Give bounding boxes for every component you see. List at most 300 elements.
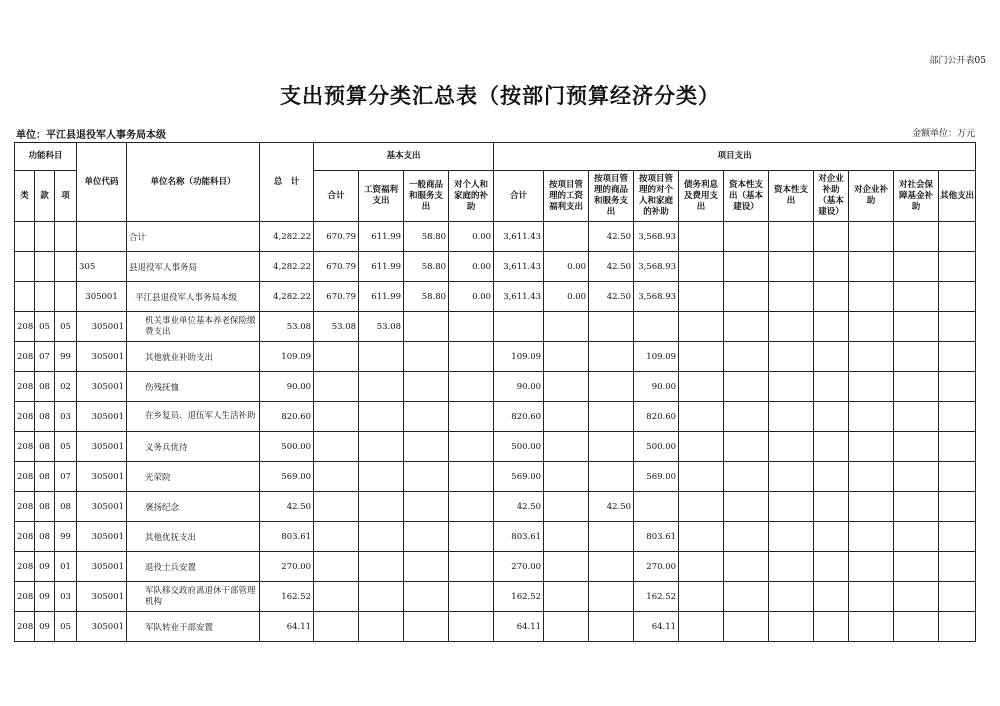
cell-empty — [679, 222, 724, 252]
cell-empty — [679, 612, 724, 642]
cell-kuan — [35, 222, 55, 252]
cell-xiang: 05 — [55, 612, 77, 642]
cell-kuan: 08 — [35, 402, 55, 432]
cell-empty — [894, 222, 939, 252]
cell-empty — [679, 342, 724, 372]
cell-empty — [724, 282, 769, 312]
cell-basic-wage — [359, 522, 404, 552]
table-row — [15, 402, 976, 432]
cell-basic-personal — [449, 522, 494, 552]
cell-empty — [769, 522, 814, 552]
cell-basic-goods — [404, 312, 449, 342]
cell-basic-total: 53.08 — [314, 312, 359, 342]
cell-project-total: 109.09 — [494, 342, 544, 372]
cell-basic-total — [314, 402, 359, 432]
cell-empty — [724, 342, 769, 372]
cell-empty — [769, 282, 814, 312]
cell-project-goods: 42.50 — [589, 252, 634, 282]
cell-empty — [814, 372, 849, 402]
cell-project-wage: 0.00 — [544, 282, 589, 312]
cell-empty — [939, 312, 976, 342]
cell-lei: 208 — [15, 402, 35, 432]
cell-empty — [894, 282, 939, 312]
cell-basic-personal — [449, 432, 494, 462]
cell-basic-total — [314, 522, 359, 552]
cell-project-goods — [589, 432, 634, 462]
cell-basic-wage — [359, 372, 404, 402]
cell-project-total: 500.00 — [494, 432, 544, 462]
cell-basic-personal — [449, 612, 494, 642]
cell-project-personal — [634, 492, 679, 522]
cell-basic-personal — [449, 552, 494, 582]
cell-empty — [894, 552, 939, 582]
cell-project-total: 3,611.43 — [494, 222, 544, 252]
cell-project-personal: 803.61 — [634, 522, 679, 552]
header-project: 项目支出 — [494, 143, 976, 171]
cell-xiang: 05 — [55, 312, 77, 342]
cell-empty — [769, 342, 814, 372]
cell-project-wage — [544, 522, 589, 552]
cell-total: 162.52 — [260, 582, 314, 612]
cell-total: 500.00 — [260, 432, 314, 462]
cell-basic-goods — [404, 432, 449, 462]
cell-name: 其他优抚支出 — [127, 522, 260, 552]
header-other: 其他支出 — [939, 171, 976, 222]
cell-lei: 208 — [15, 342, 35, 372]
cell-xiang: 08 — [55, 492, 77, 522]
cell-project-goods: 42.50 — [589, 492, 634, 522]
cell-empty — [939, 282, 976, 312]
cell-project-wage — [544, 372, 589, 402]
cell-empty — [814, 492, 849, 522]
cell-empty — [724, 522, 769, 552]
cell-empty — [814, 432, 849, 462]
cell-basic-total — [314, 342, 359, 372]
cell-kuan: 09 — [35, 612, 55, 642]
cell-project-wage — [544, 582, 589, 612]
cell-empty — [769, 432, 814, 462]
cell-basic-wage — [359, 552, 404, 582]
cell-name: 合计 — [127, 222, 260, 252]
cell-project-personal: 3,568.93 — [634, 252, 679, 282]
table-row — [15, 522, 976, 552]
cell-project-goods — [589, 372, 634, 402]
header-debt-interest: 债务利息及费用支出 — [679, 171, 724, 222]
header-capital: 资本性支出 — [769, 171, 814, 222]
cell-lei: 208 — [15, 552, 35, 582]
cell-empty — [939, 342, 976, 372]
cell-project-goods — [589, 582, 634, 612]
cell-code: 305001 — [77, 582, 127, 612]
cell-empty — [814, 252, 849, 282]
header-unit-name: 单位名称（功能科目） — [127, 143, 260, 222]
cell-xiang: 01 — [55, 552, 77, 582]
cell-kuan: 08 — [35, 492, 55, 522]
cell-empty — [814, 312, 849, 342]
cell-project-personal: 270.00 — [634, 552, 679, 582]
cell-name: 军队移交政府离退休干部管理机构 — [127, 582, 260, 612]
cell-project-total: 162.52 — [494, 582, 544, 612]
cell-project-goods — [589, 612, 634, 642]
page-title: 支出预算分类汇总表（按部门预算经济分类） — [280, 83, 720, 108]
cell-project-goods — [589, 312, 634, 342]
cell-project-total — [494, 312, 544, 342]
table-row — [15, 282, 976, 312]
cell-basic-total — [314, 612, 359, 642]
cell-empty — [769, 312, 814, 342]
cell-basic-wage — [359, 492, 404, 522]
cell-empty — [849, 522, 894, 552]
cell-empty — [769, 222, 814, 252]
header-basic-total: 合计 — [314, 171, 359, 222]
cell-basic-wage — [359, 612, 404, 642]
cell-kuan: 09 — [35, 552, 55, 582]
table-row — [15, 342, 976, 372]
cell-code: 305001 — [77, 432, 127, 462]
cell-basic-personal — [449, 582, 494, 612]
cell-xiang — [55, 222, 77, 252]
header-func-subject: 功能科目 — [15, 143, 77, 171]
cell-project-wage — [544, 432, 589, 462]
cell-project-wage — [544, 402, 589, 432]
cell-empty — [814, 552, 849, 582]
cell-total: 569.00 — [260, 462, 314, 492]
cell-empty — [814, 222, 849, 252]
cell-empty — [724, 312, 769, 342]
cell-code: 305001 — [77, 282, 127, 312]
header-project-goods: 按项目管理的商品和服务支出 — [589, 171, 634, 222]
cell-name: 县退役军人事务局 — [127, 252, 260, 282]
cell-total: 53.08 — [260, 312, 314, 342]
cell-empty — [724, 462, 769, 492]
header-enterprise-construction: 对企业补助（基本建设） — [814, 171, 849, 222]
cell-empty — [939, 402, 976, 432]
cell-project-goods — [589, 462, 634, 492]
cell-empty — [894, 372, 939, 402]
cell-empty — [679, 252, 724, 282]
cell-basic-total: 670.79 — [314, 222, 359, 252]
cell-code — [77, 222, 127, 252]
table-row — [15, 612, 976, 642]
cell-project-personal — [634, 312, 679, 342]
table-row — [15, 222, 976, 252]
cell-empty — [724, 432, 769, 462]
cell-empty — [849, 552, 894, 582]
header-unit-code: 单位代码 — [77, 143, 127, 222]
cell-basic-personal — [449, 342, 494, 372]
cell-xiang: 99 — [55, 342, 77, 372]
cell-empty — [679, 582, 724, 612]
cell-empty — [849, 282, 894, 312]
table-row — [15, 312, 976, 342]
cell-empty — [679, 462, 724, 492]
cell-empty — [849, 492, 894, 522]
header-social-security: 对社会保障基金补助 — [894, 171, 939, 222]
cell-kuan: 07 — [35, 342, 55, 372]
cell-empty — [894, 582, 939, 612]
cell-lei — [15, 252, 35, 282]
cell-code: 305001 — [77, 492, 127, 522]
cell-basic-wage — [359, 582, 404, 612]
cell-name: 褒扬纪念 — [127, 492, 260, 522]
budget-table — [14, 142, 976, 642]
table-row — [15, 552, 976, 582]
cell-lei: 208 — [15, 522, 35, 552]
cell-total: 64.11 — [260, 612, 314, 642]
cell-project-wage — [544, 462, 589, 492]
cell-empty — [849, 372, 894, 402]
cell-lei — [15, 222, 35, 252]
header-project-personal: 按项目管理的对个人和家庭的补助 — [634, 171, 679, 222]
cell-project-total: 42.50 — [494, 492, 544, 522]
cell-total: 4,282.22 — [260, 252, 314, 282]
cell-empty — [724, 402, 769, 432]
cell-empty — [849, 402, 894, 432]
cell-kuan — [35, 252, 55, 282]
cell-project-total: 820.60 — [494, 402, 544, 432]
cell-project-personal: 820.60 — [634, 402, 679, 432]
cell-basic-goods — [404, 462, 449, 492]
cell-empty — [724, 582, 769, 612]
cell-project-goods — [589, 402, 634, 432]
cell-empty — [894, 462, 939, 492]
cell-basic-personal: 0.00 — [449, 282, 494, 312]
cell-xiang: 07 — [55, 462, 77, 492]
cell-basic-goods — [404, 552, 449, 582]
cell-project-total: 90.00 — [494, 372, 544, 402]
cell-total: 270.00 — [260, 552, 314, 582]
cell-project-wage — [544, 612, 589, 642]
cell-lei: 208 — [15, 462, 35, 492]
cell-basic-goods — [404, 372, 449, 402]
cell-empty — [769, 492, 814, 522]
header-kuan: 款 — [35, 171, 55, 222]
cell-total: 90.00 — [260, 372, 314, 402]
cell-name: 伤残抚恤 — [127, 372, 260, 402]
header-basic: 基本支出 — [314, 143, 494, 171]
cell-name: 义务兵优待 — [127, 432, 260, 462]
cell-empty — [769, 462, 814, 492]
header-project-wage: 按项目管理的工资福利支出 — [544, 171, 589, 222]
cell-empty — [724, 372, 769, 402]
cell-basic-goods — [404, 582, 449, 612]
cell-kuan: 08 — [35, 372, 55, 402]
cell-empty — [939, 372, 976, 402]
cell-project-personal: 162.52 — [634, 582, 679, 612]
cell-empty — [849, 612, 894, 642]
cell-empty — [814, 522, 849, 552]
cell-name: 军队转业干部安置 — [127, 612, 260, 642]
cell-code: 305001 — [77, 312, 127, 342]
cell-project-personal: 569.00 — [634, 462, 679, 492]
cell-basic-total — [314, 462, 359, 492]
cell-empty — [769, 372, 814, 402]
cell-project-goods — [589, 522, 634, 552]
cell-empty — [894, 522, 939, 552]
header-basic-wage: 工资福利支出 — [359, 171, 404, 222]
cell-basic-goods — [404, 612, 449, 642]
cell-project-total: 3,611.43 — [494, 252, 544, 282]
cell-basic-personal — [449, 402, 494, 432]
cell-empty — [939, 552, 976, 582]
cell-basic-goods — [404, 492, 449, 522]
cell-project-wage — [544, 492, 589, 522]
cell-code: 305001 — [77, 342, 127, 372]
cell-lei: 208 — [15, 612, 35, 642]
cell-project-personal: 3,568.93 — [634, 222, 679, 252]
cell-basic-total: 670.79 — [314, 252, 359, 282]
cell-empty — [679, 372, 724, 402]
cell-project-personal: 90.00 — [634, 372, 679, 402]
cell-empty — [894, 432, 939, 462]
cell-empty — [814, 612, 849, 642]
cell-empty — [679, 432, 724, 462]
cell-empty — [679, 492, 724, 522]
table-row — [15, 492, 976, 522]
cell-total: 820.60 — [260, 402, 314, 432]
cell-xiang — [55, 252, 77, 282]
cell-basic-wage: 611.99 — [359, 222, 404, 252]
cell-basic-personal — [449, 372, 494, 402]
cell-basic-total — [314, 492, 359, 522]
cell-total: 109.09 — [260, 342, 314, 372]
cell-basic-goods: 58.80 — [404, 252, 449, 282]
cell-name: 其他就业补助支出 — [127, 342, 260, 372]
cell-empty — [849, 342, 894, 372]
cell-project-personal: 109.09 — [634, 342, 679, 372]
cell-empty — [679, 552, 724, 582]
cell-lei: 208 — [15, 312, 35, 342]
cell-xiang — [55, 282, 77, 312]
cell-basic-personal: 0.00 — [449, 252, 494, 282]
header-project-total: 合计 — [494, 171, 544, 222]
cell-empty — [769, 402, 814, 432]
cell-empty — [939, 582, 976, 612]
cell-empty — [814, 462, 849, 492]
cell-kuan: 05 — [35, 312, 55, 342]
header-enterprise: 对企业补助 — [849, 171, 894, 222]
cell-empty — [939, 492, 976, 522]
cell-empty — [814, 402, 849, 432]
cell-basic-wage — [359, 462, 404, 492]
cell-code: 305001 — [77, 372, 127, 402]
cell-kuan: 08 — [35, 432, 55, 462]
cell-xiang: 05 — [55, 432, 77, 462]
header-lei: 类 — [15, 171, 35, 222]
cell-lei: 208 — [15, 432, 35, 462]
table-row — [15, 432, 976, 462]
money-unit-label: 金额单位：万元 — [911, 129, 975, 139]
cell-basic-goods: 58.80 — [404, 282, 449, 312]
cell-empty — [849, 432, 894, 462]
cell-empty — [849, 312, 894, 342]
table-row — [15, 582, 976, 612]
cell-empty — [769, 612, 814, 642]
cell-project-goods: 42.50 — [589, 222, 634, 252]
cell-basic-total — [314, 432, 359, 462]
cell-project-total: 803.61 — [494, 522, 544, 552]
cell-lei — [15, 282, 35, 312]
cell-code: 305001 — [77, 522, 127, 552]
cell-xiang: 99 — [55, 522, 77, 552]
cell-empty — [849, 462, 894, 492]
cell-kuan: 09 — [35, 582, 55, 612]
cell-project-personal: 500.00 — [634, 432, 679, 462]
cell-basic-personal — [449, 492, 494, 522]
cell-name: 在乡复员、退伍军人生活补助 — [127, 402, 260, 432]
cell-basic-total: 670.79 — [314, 282, 359, 312]
cell-empty — [724, 612, 769, 642]
cell-project-wage — [544, 552, 589, 582]
cell-empty — [679, 522, 724, 552]
cell-empty — [894, 252, 939, 282]
cell-project-goods — [589, 552, 634, 582]
cell-empty — [939, 462, 976, 492]
header-basic-personal: 对个人和家庭的补助 — [449, 171, 494, 222]
cell-name: 光荣院 — [127, 462, 260, 492]
cell-empty — [724, 552, 769, 582]
cell-empty — [939, 612, 976, 642]
cell-project-goods: 42.50 — [589, 282, 634, 312]
cell-empty — [939, 252, 976, 282]
form-number-label: 部门公开表05 — [929, 56, 986, 66]
cell-basic-goods — [404, 342, 449, 372]
table-row — [15, 372, 976, 402]
cell-empty — [939, 522, 976, 552]
cell-project-wage — [544, 312, 589, 342]
cell-basic-goods — [404, 522, 449, 552]
header-xiang: 项 — [55, 171, 77, 222]
cell-name: 平江县退役军人事务局本级 — [127, 282, 260, 312]
cell-empty — [849, 582, 894, 612]
cell-empty — [769, 582, 814, 612]
cell-xiang: 03 — [55, 582, 77, 612]
cell-basic-goods — [404, 402, 449, 432]
cell-empty — [724, 492, 769, 522]
cell-code: 305001 — [77, 552, 127, 582]
cell-empty — [849, 252, 894, 282]
cell-empty — [849, 222, 894, 252]
cell-kuan: 08 — [35, 522, 55, 552]
cell-project-goods — [589, 342, 634, 372]
cell-basic-wage: 611.99 — [359, 282, 404, 312]
cell-project-personal: 64.11 — [634, 612, 679, 642]
cell-project-wage — [544, 342, 589, 372]
cell-empty — [724, 252, 769, 282]
cell-kuan — [35, 282, 55, 312]
cell-basic-wage: 53.08 — [359, 312, 404, 342]
cell-xiang: 02 — [55, 372, 77, 402]
cell-lei: 208 — [15, 582, 35, 612]
cell-total: 42.50 — [260, 492, 314, 522]
cell-lei: 208 — [15, 492, 35, 522]
header-total: 总 计 — [260, 143, 314, 222]
cell-basic-personal: 0.00 — [449, 222, 494, 252]
cell-code: 305001 — [77, 402, 127, 432]
cell-project-total: 569.00 — [494, 462, 544, 492]
cell-empty — [894, 612, 939, 642]
cell-name: 退役士兵安置 — [127, 552, 260, 582]
cell-project-total: 3,611.43 — [494, 282, 544, 312]
cell-xiang: 03 — [55, 402, 77, 432]
cell-code: 305001 — [77, 612, 127, 642]
cell-basic-total — [314, 582, 359, 612]
cell-code: 305 — [77, 252, 127, 282]
cell-basic-wage — [359, 432, 404, 462]
cell-basic-goods: 58.80 — [404, 222, 449, 252]
unit-label: 单位：平江县退役军人事务局本级 — [16, 130, 166, 141]
cell-project-wage — [544, 222, 589, 252]
